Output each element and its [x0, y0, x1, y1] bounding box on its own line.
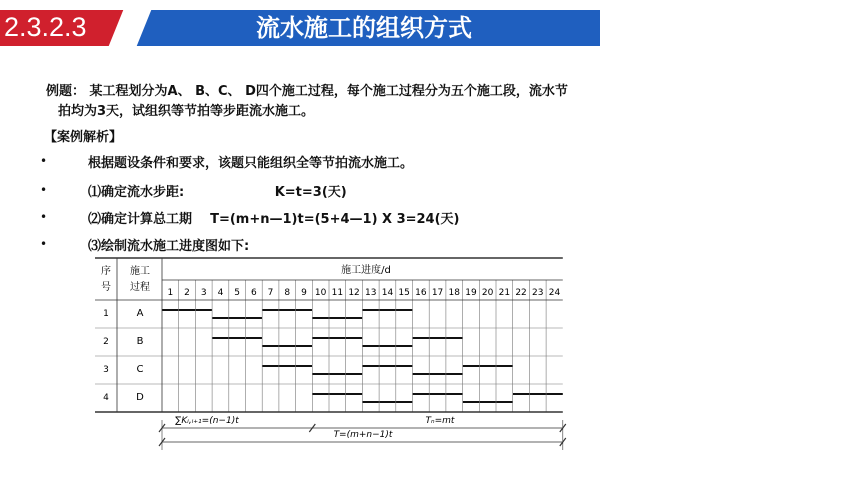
row-seq-1: 1 — [103, 309, 109, 319]
day-label-2: 2 — [184, 288, 190, 298]
schedule-chart — [95, 256, 575, 452]
bullet-text-2: ⑴确定流水步距: K=t=3(天) — [88, 185, 347, 200]
day-label-4: 4 — [217, 288, 224, 298]
analysis-title: 【案例解析】 — [44, 130, 123, 145]
proc-header-1: 施工 — [130, 266, 150, 277]
day-label-5: 5 — [234, 288, 241, 298]
example-line-1: 例题： 某工程划分为A、 B、C、 D四个施工过程，每个施工过程分为五个施工段，流水节 — [46, 84, 568, 99]
bullet-marker: • — [40, 154, 48, 168]
day-label-6: 6 — [250, 288, 257, 298]
progress-header: 施工进度/d — [341, 265, 391, 276]
day-label-15: 15 — [398, 288, 410, 298]
seq-header-1: 序 — [101, 266, 111, 277]
section-header — [0, 10, 600, 46]
day-label-12: 12 — [348, 288, 360, 298]
dim-total-label: T=(m+n−1)t — [333, 430, 393, 440]
row-process-a: A — [136, 308, 144, 319]
row-seq-3: 3 — [103, 365, 109, 375]
day-label-10: 10 — [314, 288, 327, 298]
day-label-11: 11 — [331, 288, 344, 298]
seq-header-2: 号 — [101, 282, 111, 293]
example-line-2: 拍均为3天，试组织等节拍等步距流水施工。 — [58, 104, 315, 119]
day-label-8: 8 — [284, 288, 291, 298]
day-label-18: 18 — [448, 288, 460, 298]
row-process-b: B — [136, 336, 144, 347]
dim-right-label: Tₙ=mt — [425, 416, 455, 426]
day-label-13: 13 — [365, 288, 377, 298]
day-label-14: 14 — [381, 288, 394, 298]
bullet-marker: • — [40, 183, 48, 197]
row-seq-2: 2 — [103, 337, 109, 347]
day-label-3: 3 — [200, 288, 207, 298]
section-number: 2.3.2.3 — [4, 12, 87, 42]
bullet-text-3: ⑵确定计算总工期 T=(m+n—1)t=(5+4—1) X 3=24(天) — [88, 212, 460, 227]
day-label-1: 1 — [167, 288, 174, 298]
row-process-d: D — [136, 392, 144, 403]
day-label-20: 20 — [481, 288, 494, 298]
day-label-16: 16 — [415, 288, 427, 298]
day-label-17: 17 — [431, 288, 444, 298]
section-title: 流水施工的组织方式 — [256, 14, 472, 42]
proc-header-2: 过程 — [130, 282, 150, 293]
bullet-text-1: 根据题设条件和要求，该题只能组织全等节拍流水施工。 — [88, 156, 414, 171]
day-label-7: 7 — [267, 288, 274, 298]
row-process-c: C — [136, 364, 144, 375]
day-label-24: 24 — [548, 288, 561, 298]
row-seq-4: 4 — [103, 393, 109, 403]
day-label-23: 23 — [532, 288, 544, 298]
bullet-marker: • — [40, 237, 48, 251]
bullet-marker: • — [40, 210, 48, 224]
day-label-9: 9 — [301, 288, 307, 298]
day-label-19: 19 — [465, 288, 477, 298]
dim-left-label: ∑Kᵢ,ᵢ₊₁=(n−1)t — [175, 416, 239, 426]
day-label-22: 22 — [515, 288, 527, 298]
day-label-21: 21 — [498, 288, 511, 298]
bullet-text-4: ⑶绘制流水施工进度图如下: — [88, 239, 250, 254]
